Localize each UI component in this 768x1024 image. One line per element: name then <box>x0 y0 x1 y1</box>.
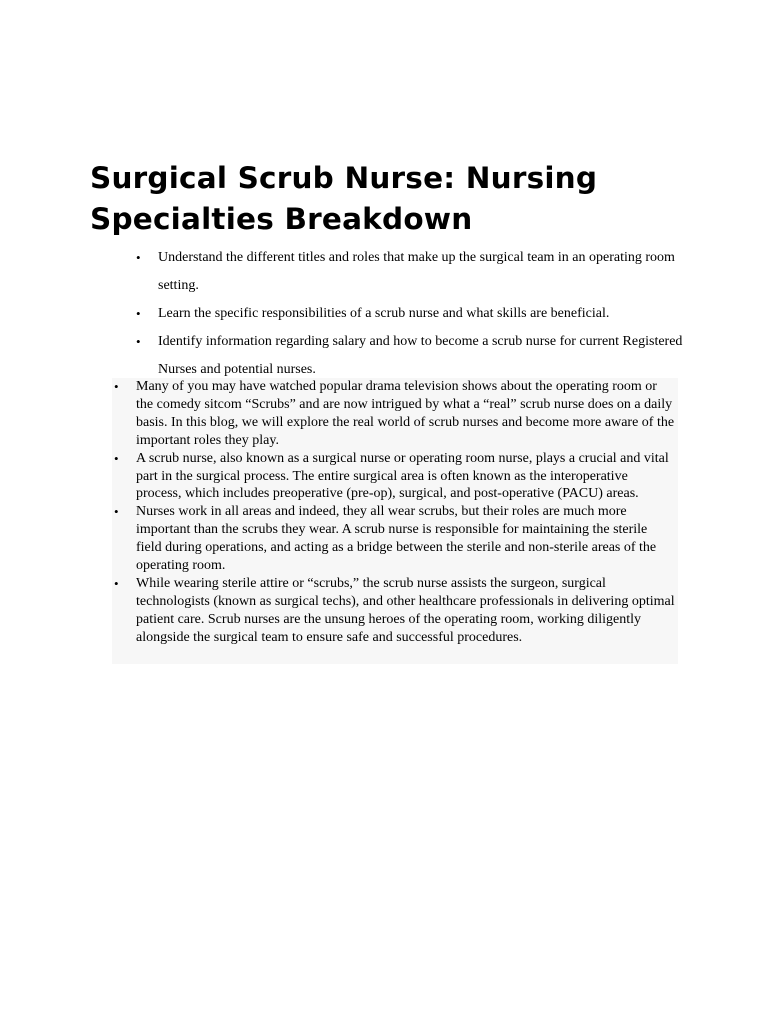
objective-item: • Learn the specific responsibilities of a scrub nurse and what skills are beneficial. <box>158 300 688 328</box>
body-paragraph: • Nurses work in all areas and indeed, they all wear scrubs, but their roles are much more important than the scrubs they wear. A scrub nurse is responsible for maintaining the sterile field during operations, and acting as a bridge between the sterile and non-sterile areas of the operating room. <box>136 503 676 575</box>
body-paragraph: • Many of you may have watched popular drama television shows about the operating room or the comedy sitcom “Scrubs” and are now intrigued by what a “real” scrub nurse does on a daily basis. In this blog, we will explore the real world of scrub nurses and become more aware of the important roles they play. <box>136 378 676 450</box>
objective-item: • Understand the different titles and roles that make up the surgical team in an operating room setting. <box>158 244 688 300</box>
body-paragraph: • A scrub nurse, also known as a surgical nurse or operating room nurse, plays a crucial and vital part in the surgical process. The entire surgical area is often known as the interoperative process, which includes preoperative (pre-op), surgical, and post-operative (PACU) areas. <box>136 450 676 504</box>
objective-item: • Identify information regarding salary and how to become a scrub nurse for current Registered Nurses and potential nurses. <box>158 328 688 384</box>
body-paragraph: • While wearing sterile attire or “scrubs,” the scrub nurse assists the surgeon, surgical technologists (known as surgical techs), and other healthcare professionals in delivering optimal patient care. Scrub nurses are the unsung heroes of the operating room, working diligently alongside the surgical team to ensure safe and successful procedures. <box>136 575 676 647</box>
body-paragraph-list <box>136 378 676 647</box>
page-title: Surgical Scrub Nurse: Nursing Specialties Breakdown <box>90 161 598 236</box>
objectives-list <box>158 244 688 384</box>
